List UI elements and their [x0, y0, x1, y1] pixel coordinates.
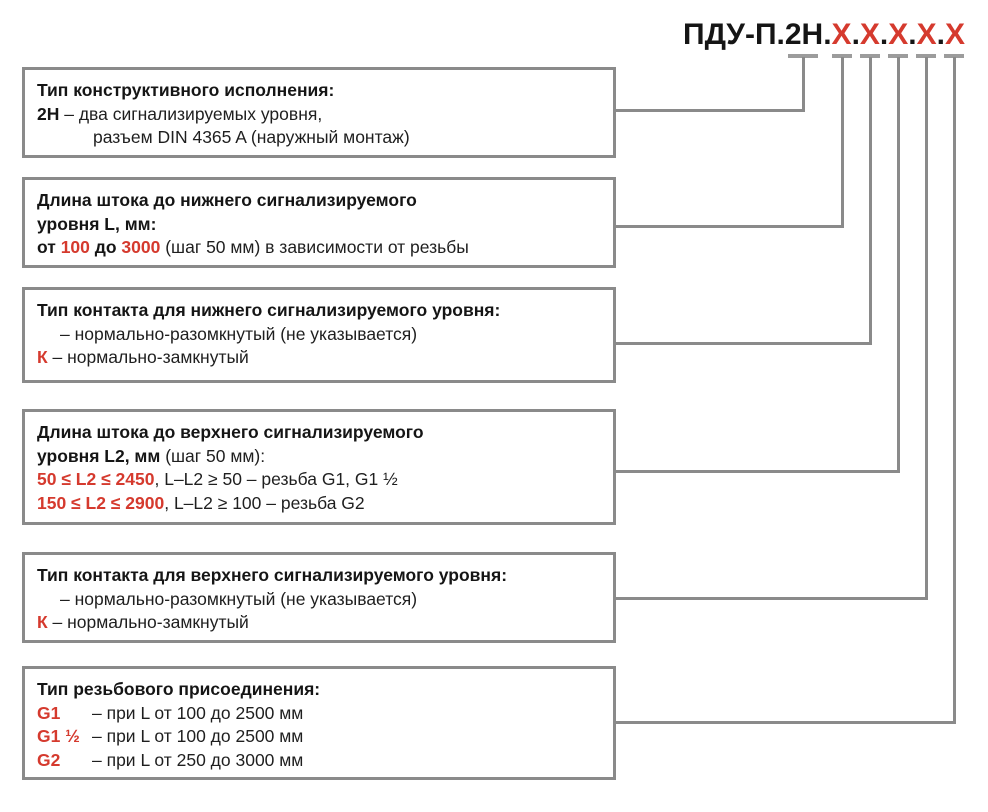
- spec-line: [37, 492, 601, 516]
- connector-vline-5: [925, 57, 928, 600]
- spec-line: [37, 299, 601, 323]
- spec-text: Тип контакта для верхнего сигнализируемого уровня:: [37, 565, 508, 585]
- connector-vline-2: [841, 57, 844, 228]
- code-segment-x: X: [859, 18, 880, 51]
- spec-line: [37, 79, 601, 103]
- code-segment-x: X: [916, 18, 937, 51]
- spec-line: [37, 678, 601, 702]
- spec-line: [37, 213, 601, 237]
- spec-line: [37, 588, 601, 612]
- spec-text: – при L от 100 до 2500 мм: [92, 726, 304, 746]
- connector-hline-3: [614, 342, 872, 345]
- connector-hline-4: [614, 470, 900, 473]
- spec-text: (шаг 50 мм):: [160, 445, 266, 466]
- spec-box-stem-length-lower-level: [22, 177, 616, 268]
- code-value-text: G2: [37, 749, 61, 770]
- code-segment: .: [908, 18, 917, 51]
- spec-text: – при L от 250 до 3000 мм: [92, 749, 304, 770]
- connector-hline-6: [614, 721, 956, 724]
- code-value-text: 3000: [121, 237, 161, 257]
- code-segment: .: [851, 18, 860, 51]
- spec-line: [37, 445, 601, 469]
- spec-text: Длина штока до верхнего сигнализируемого: [37, 422, 424, 442]
- code-segment: .: [879, 18, 889, 51]
- product-code: [683, 19, 965, 51]
- spec-line: [37, 725, 601, 749]
- spec-text: – нормально-замкнутый: [47, 347, 249, 367]
- spec-line: [37, 126, 601, 150]
- spec-text: 2Н: [37, 103, 60, 124]
- spec-line: [37, 421, 601, 445]
- code-value-text: 150 ≤ L2 ≤ 2900: [37, 492, 165, 513]
- spec-box-contact-type-lower-level: [22, 287, 616, 383]
- spec-text: (шаг 50 мм) в зависимости от резьбы: [160, 237, 469, 257]
- code-value-text: 100: [60, 237, 90, 257]
- code-value-text: G1 ½: [37, 726, 80, 746]
- spec-text: уровня L, мм:: [37, 213, 157, 234]
- spec-box-thread-connection-type: [22, 666, 616, 780]
- spec-text: – нормально-разомкнутый (не указывается): [60, 588, 418, 609]
- code-segment-x: X: [888, 18, 909, 51]
- spec-line: [37, 236, 601, 260]
- code-value-text: 50 ≤ L2 ≤ 2450: [37, 469, 155, 489]
- spec-text: , L–L2 ≥ 50 – резьба G1, G1 ½: [154, 469, 398, 489]
- spec-line: [37, 103, 601, 127]
- spec-text: Тип конструктивного исполнения:: [37, 80, 335, 100]
- connector-hline-2: [614, 225, 844, 228]
- spec-text: , L–L2 ≥ 100 – резьба G2: [164, 492, 365, 513]
- spec-text: Тип резьбового присоединения:: [37, 679, 321, 699]
- spec-line: [37, 564, 601, 588]
- spec-text: – два сигнализируемых уровня,: [59, 103, 323, 124]
- code-value-text: G1: [37, 702, 61, 723]
- spec-text: до: [89, 237, 122, 257]
- connector-hline-5: [614, 597, 928, 600]
- spec-text: Длина штока до нижнего сигнализируемого: [37, 190, 417, 210]
- spec-text: Тип контакта для нижнего сигнализируемого уровня:: [37, 300, 501, 320]
- spec-line: [37, 749, 601, 773]
- connector-vline-1: [802, 57, 805, 112]
- spec-text: – нормально-замкнутый: [47, 612, 249, 632]
- spec-text: – при L от 100 до 2500 мм: [92, 702, 304, 723]
- spec-line: [37, 468, 601, 492]
- code-segment-x: X: [944, 18, 965, 51]
- code-segment: .: [936, 18, 945, 51]
- spec-text: от: [37, 237, 61, 257]
- spec-box-design-type: [22, 67, 616, 158]
- spec-line: [37, 323, 601, 347]
- connector-vline-4: [897, 57, 900, 473]
- spec-text: уровня L2, мм: [37, 445, 161, 466]
- connector-hline-1: [614, 109, 805, 112]
- spec-line: [37, 611, 601, 635]
- connector-vline-6: [953, 57, 956, 724]
- spec-line: [37, 189, 601, 213]
- spec-text: разъем DIN 4365 A (наружный монтаж): [93, 127, 410, 147]
- code-segment: ПДУ-П.2Н.: [683, 18, 832, 51]
- connector-vline-3: [869, 57, 872, 345]
- code-value-text: К: [37, 612, 48, 632]
- spec-line: [37, 702, 601, 726]
- code-segment-x: X: [831, 18, 852, 51]
- spec-box-contact-type-upper-level: [22, 552, 616, 643]
- spec-box-stem-length-upper-level: [22, 409, 616, 525]
- spec-line: [37, 346, 601, 370]
- spec-text: – нормально-разомкнутый (не указывается): [60, 323, 418, 344]
- code-value-text: К: [37, 347, 48, 367]
